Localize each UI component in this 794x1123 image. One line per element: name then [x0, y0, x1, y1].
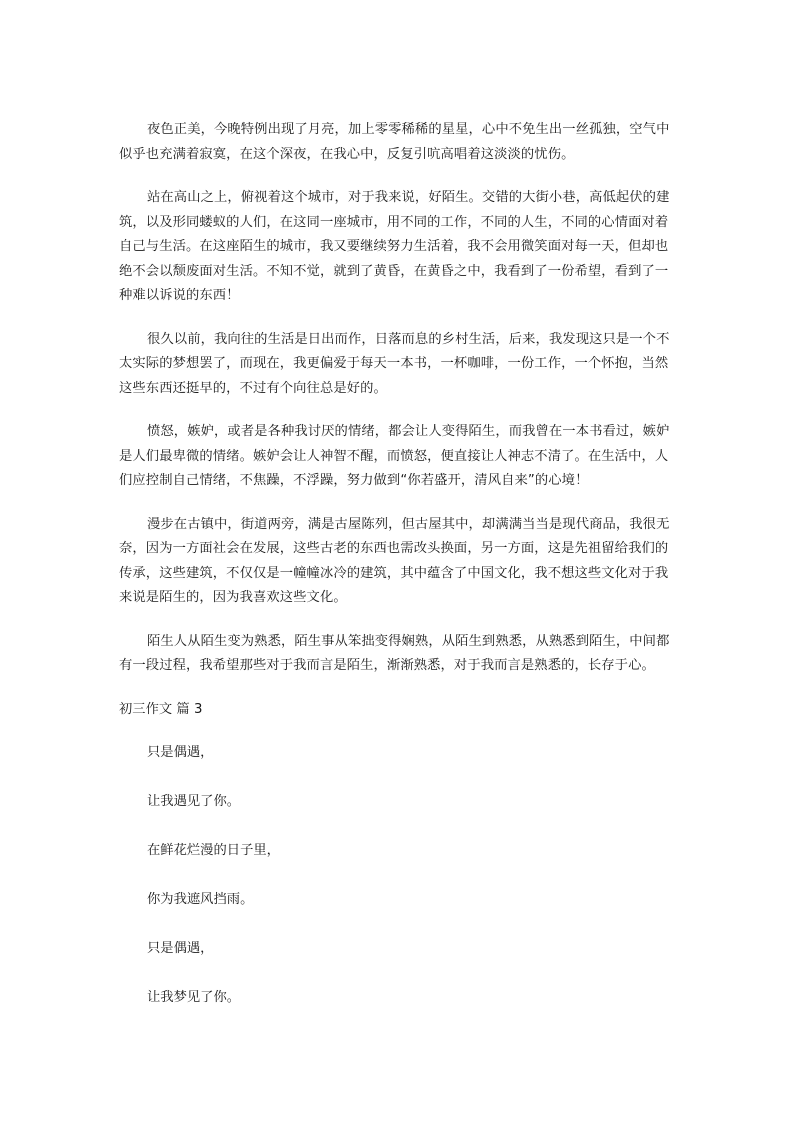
paragraph-5: 漫步在古镇中，街道两旁，满是古屋陈列，但古屋其中，却满满当当是现代商品，我很无奈，因为一方面社会在发展，这些古老的东西也需改头换面，另一方面，这是先祖留给我们的传承，这些建筑，不仅仅是一幢幢冰冷的建筑，其中蕴含了中国文化，我不想这些文化对于我来说是陌生的，因为我喜欢这些文化。 — [119, 516, 670, 605]
paragraph-6: 陌生人从陌生变为熟悉，陌生事从笨拙变得娴熟，从陌生到熟悉，从熟悉到陌生，中间都有一段过程，我希望那些对于我而言是陌生，渐渐熟悉，对于我而言是熟悉的，长存于心。 — [119, 633, 670, 673]
paragraph-3: 很久以前，我向往的生活是日出而作，日落而息的乡村生活，后来，我发现这只是一个不太实际的梦想罢了，而现在，我更偏爱于每天一本书，一杯咖啡，一份工作，一个怀抱，当然这些东西还挺早的，不过有个向往总是好的。 — [119, 331, 670, 396]
poem-line-3: 在鲜花烂漫的日子里， — [147, 843, 280, 858]
poem-line-5: 只是偶遇， — [147, 941, 214, 956]
poem-line-2: 让我遇见了你。 — [147, 794, 241, 809]
poem-line-1: 只是偶遇， — [147, 745, 214, 760]
document-body — [119, 118, 679, 1035]
poem-line-6: 让我梦见了你。 — [147, 990, 241, 1005]
paragraph-1: 夜色正美，今晚特例出现了月亮，加上零零稀稀的星星，心中不免生出一丝孤独，空气中似乎也充满着寂寞，在这个深夜，在我心中，反复引吭高唱着这淡淡的忧伤。 — [119, 122, 670, 162]
paragraph-2: 站在高山之上，俯视着这个城市，对于我来说，好陌生。交错的大街小巷，高低起伏的建筑，以及形同蝼蚁的人们，在这同一座城市，用不同的工作，不同的人生，不同的心情面对着自己与生活。在这座陌生的城市，我又要继续努力生活着，我不会用微笑面对每一天，但却也绝不会以颓废面对生活。不知不觉，就到了黄昏，在黄昏之中，我看到了一份希望，看到了一种难以诉说的东西！ — [119, 190, 670, 303]
poem-line-4: 你为我遮风挡雨。 — [147, 892, 254, 907]
paragraph-4: 愤怒，嫉妒，或者是各种我讨厌的情绪，都会让人变得陌生，而我曾在一本书看过，嫉妒是人们最卑微的情绪。嫉妒会让人神智不醒，而愤怒，便直接让人神志不清了。在生活中，人们应控制自己情绪，不焦躁，不浮躁，努力做到“你若盛开，清风自来”的心境！ — [119, 424, 670, 488]
section-heading: 初三作文 篇 3 — [119, 701, 203, 717]
